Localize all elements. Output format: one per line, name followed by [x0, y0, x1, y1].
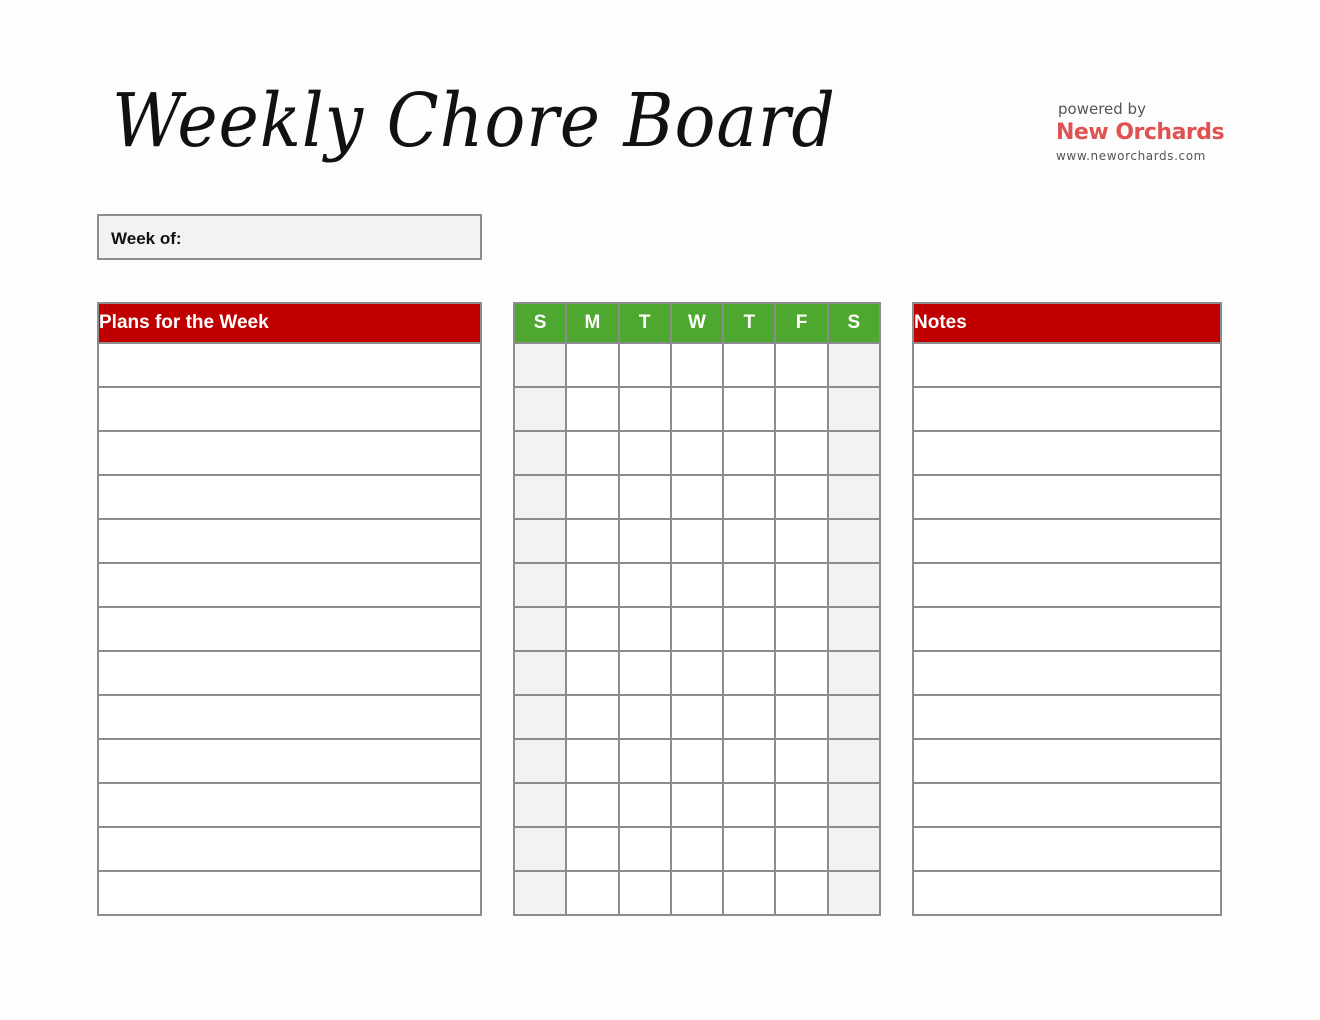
day-checkbox-cell[interactable] — [775, 695, 827, 739]
plans-row — [98, 695, 481, 739]
day-checkbox-cell[interactable] — [828, 519, 880, 563]
day-checkbox-cell[interactable] — [671, 563, 723, 607]
day-checkbox-cell[interactable] — [619, 343, 671, 387]
day-checkbox-cell[interactable] — [566, 827, 618, 871]
days-row — [514, 739, 880, 783]
plans-cell[interactable] — [98, 387, 481, 431]
day-checkbox-cell[interactable] — [723, 607, 775, 651]
days-row — [514, 695, 880, 739]
notes-cell[interactable] — [913, 563, 1221, 607]
plans-row — [98, 827, 481, 871]
day-checkbox-cell[interactable] — [619, 695, 671, 739]
plans-row — [98, 387, 481, 431]
day-checkbox-cell[interactable] — [828, 739, 880, 783]
plans-cell[interactable] — [98, 431, 481, 475]
day-checkbox-cell[interactable] — [775, 827, 827, 871]
day-checkbox-cell[interactable] — [671, 431, 723, 475]
day-checkbox-cell[interactable] — [828, 695, 880, 739]
week-of-label: Week of: — [111, 229, 182, 248]
day-checkbox-cell[interactable] — [566, 739, 618, 783]
day-checkbox-cell[interactable] — [723, 475, 775, 519]
day-checkbox-cell[interactable] — [828, 827, 880, 871]
day-checkbox-cell[interactable] — [619, 475, 671, 519]
plans-cell[interactable] — [98, 563, 481, 607]
day-checkbox-cell[interactable] — [828, 871, 880, 915]
day-header-5: F — [775, 303, 827, 343]
day-checkbox-cell[interactable] — [566, 519, 618, 563]
brand-name: New Orchards — [1056, 120, 1225, 145]
day-checkbox-cell[interactable] — [775, 343, 827, 387]
notes-row — [913, 387, 1221, 431]
day-header-0: S — [514, 303, 566, 343]
notes-cell[interactable] — [913, 827, 1221, 871]
day-checkbox-cell[interactable] — [671, 871, 723, 915]
notes-cell[interactable] — [913, 607, 1221, 651]
day-checkbox-cell[interactable] — [514, 519, 566, 563]
day-checkbox-cell[interactable] — [828, 651, 880, 695]
day-checkbox-cell[interactable] — [671, 827, 723, 871]
day-checkbox-cell[interactable] — [566, 651, 618, 695]
day-checkbox-cell[interactable] — [828, 783, 880, 827]
days-row — [514, 607, 880, 651]
days-row — [514, 343, 880, 387]
day-checkbox-cell[interactable] — [514, 387, 566, 431]
notes-cell[interactable] — [913, 651, 1221, 695]
plans-cell[interactable] — [98, 739, 481, 783]
notes-header: Notes — [913, 303, 1221, 343]
day-checkbox-cell[interactable] — [514, 827, 566, 871]
notes-row — [913, 431, 1221, 475]
days-row — [514, 871, 880, 915]
day-checkbox-cell[interactable] — [775, 871, 827, 915]
days-table — [513, 302, 881, 916]
day-checkbox-cell[interactable] — [514, 475, 566, 519]
plans-cell[interactable] — [98, 519, 481, 563]
day-checkbox-cell[interactable] — [723, 871, 775, 915]
day-checkbox-cell[interactable] — [828, 343, 880, 387]
plans-row — [98, 519, 481, 563]
day-checkbox-cell[interactable] — [514, 651, 566, 695]
day-checkbox-cell[interactable] — [775, 739, 827, 783]
notes-row — [913, 475, 1221, 519]
notes-cell[interactable] — [913, 695, 1221, 739]
day-checkbox-cell[interactable] — [619, 783, 671, 827]
day-checkbox-cell[interactable] — [775, 387, 827, 431]
day-checkbox-cell[interactable] — [619, 827, 671, 871]
day-checkbox-cell[interactable] — [566, 431, 618, 475]
plans-row — [98, 739, 481, 783]
plans-row — [98, 651, 481, 695]
days-row — [514, 827, 880, 871]
notes-row — [913, 871, 1221, 915]
days-row — [514, 563, 880, 607]
day-checkbox-cell[interactable] — [671, 475, 723, 519]
day-checkbox-cell[interactable] — [775, 519, 827, 563]
day-header-6: S — [828, 303, 880, 343]
notes-row — [913, 519, 1221, 563]
day-checkbox-cell[interactable] — [566, 475, 618, 519]
day-checkbox-cell[interactable] — [514, 783, 566, 827]
notes-row — [913, 695, 1221, 739]
day-checkbox-cell[interactable] — [514, 739, 566, 783]
notes-row — [913, 563, 1221, 607]
plans-header: Plans for the Week — [98, 303, 481, 343]
days-row — [514, 475, 880, 519]
day-checkbox-cell[interactable] — [619, 563, 671, 607]
day-checkbox-cell[interactable] — [671, 695, 723, 739]
day-checkbox-cell[interactable] — [723, 387, 775, 431]
day-checkbox-cell[interactable] — [723, 343, 775, 387]
day-checkbox-cell[interactable] — [723, 783, 775, 827]
notes-row — [913, 827, 1221, 871]
notes-row — [913, 607, 1221, 651]
day-checkbox-cell[interactable] — [514, 563, 566, 607]
plans-row — [98, 783, 481, 827]
day-checkbox-cell[interactable] — [723, 695, 775, 739]
plans-cell[interactable] — [98, 695, 481, 739]
days-row — [514, 519, 880, 563]
week-of-field[interactable] — [97, 214, 482, 260]
day-checkbox-cell[interactable] — [514, 607, 566, 651]
day-checkbox-cell[interactable] — [671, 343, 723, 387]
day-checkbox-cell[interactable] — [723, 431, 775, 475]
plans-cell[interactable] — [98, 475, 481, 519]
day-checkbox-cell[interactable] — [514, 871, 566, 915]
brand-logo — [1056, 100, 1256, 163]
day-checkbox-cell[interactable] — [566, 783, 618, 827]
plans-cell[interactable] — [98, 343, 481, 387]
days-row — [514, 387, 880, 431]
plans-table — [97, 302, 482, 916]
notes-cell[interactable] — [913, 387, 1221, 431]
day-checkbox-cell[interactable] — [671, 739, 723, 783]
day-checkbox-cell[interactable] — [619, 739, 671, 783]
brand-url: www.neworchards.com — [1056, 149, 1206, 163]
plans-cell[interactable] — [98, 783, 481, 827]
day-checkbox-cell[interactable] — [566, 563, 618, 607]
notes-cell[interactable] — [913, 519, 1221, 563]
day-checkbox-cell[interactable] — [619, 431, 671, 475]
notes-row — [913, 783, 1221, 827]
plans-cell[interactable] — [98, 827, 481, 871]
notes-table — [912, 302, 1222, 916]
page-title: Weekly Chore Board — [112, 78, 836, 164]
plans-row — [98, 607, 481, 651]
plans-cell[interactable] — [98, 607, 481, 651]
day-checkbox-cell[interactable] — [775, 475, 827, 519]
day-checkbox-cell[interactable] — [619, 871, 671, 915]
day-checkbox-cell[interactable] — [723, 739, 775, 783]
day-checkbox-cell[interactable] — [514, 695, 566, 739]
day-checkbox-cell[interactable] — [828, 475, 880, 519]
plans-row — [98, 343, 481, 387]
notes-cell[interactable] — [913, 783, 1221, 827]
notes-cell[interactable] — [913, 431, 1221, 475]
notes-cell[interactable] — [913, 475, 1221, 519]
day-checkbox-cell[interactable] — [828, 387, 880, 431]
day-checkbox-cell[interactable] — [723, 651, 775, 695]
powered-by-label: powered by — [1058, 100, 1146, 118]
day-checkbox-cell[interactable] — [566, 607, 618, 651]
day-checkbox-cell[interactable] — [775, 651, 827, 695]
day-checkbox-cell[interactable] — [775, 431, 827, 475]
notes-row — [913, 739, 1221, 783]
notes-row — [913, 343, 1221, 387]
day-header-2: T — [619, 303, 671, 343]
day-header-1: M — [566, 303, 618, 343]
plans-row — [98, 563, 481, 607]
day-checkbox-cell[interactable] — [723, 519, 775, 563]
day-checkbox-cell[interactable] — [828, 431, 880, 475]
day-header-4: T — [723, 303, 775, 343]
notes-cell[interactable] — [913, 343, 1221, 387]
day-checkbox-cell[interactable] — [619, 387, 671, 431]
plans-row — [98, 871, 481, 915]
day-checkbox-cell[interactable] — [671, 387, 723, 431]
day-checkbox-cell[interactable] — [671, 607, 723, 651]
day-checkbox-cell[interactable] — [671, 519, 723, 563]
day-checkbox-cell[interactable] — [514, 431, 566, 475]
plans-row — [98, 431, 481, 475]
days-row — [514, 651, 880, 695]
day-checkbox-cell[interactable] — [514, 343, 566, 387]
day-checkbox-cell[interactable] — [619, 519, 671, 563]
day-checkbox-cell[interactable] — [775, 783, 827, 827]
day-checkbox-cell[interactable] — [828, 607, 880, 651]
day-checkbox-cell[interactable] — [619, 607, 671, 651]
day-header-3: W — [671, 303, 723, 343]
day-checkbox-cell[interactable] — [775, 607, 827, 651]
day-checkbox-cell[interactable] — [671, 783, 723, 827]
day-checkbox-cell[interactable] — [566, 343, 618, 387]
day-checkbox-cell[interactable] — [723, 563, 775, 607]
notes-cell[interactable] — [913, 739, 1221, 783]
plans-cell[interactable] — [98, 871, 481, 915]
day-checkbox-cell[interactable] — [723, 827, 775, 871]
days-row — [514, 783, 880, 827]
plans-cell[interactable] — [98, 651, 481, 695]
plans-row — [98, 475, 481, 519]
day-checkbox-cell[interactable] — [775, 563, 827, 607]
day-checkbox-cell[interactable] — [828, 563, 880, 607]
notes-cell[interactable] — [913, 871, 1221, 915]
day-checkbox-cell[interactable] — [619, 651, 671, 695]
day-checkbox-cell[interactable] — [671, 651, 723, 695]
day-checkbox-cell[interactable] — [566, 387, 618, 431]
days-row — [514, 431, 880, 475]
day-checkbox-cell[interactable] — [566, 871, 618, 915]
day-checkbox-cell[interactable] — [566, 695, 618, 739]
notes-row — [913, 651, 1221, 695]
